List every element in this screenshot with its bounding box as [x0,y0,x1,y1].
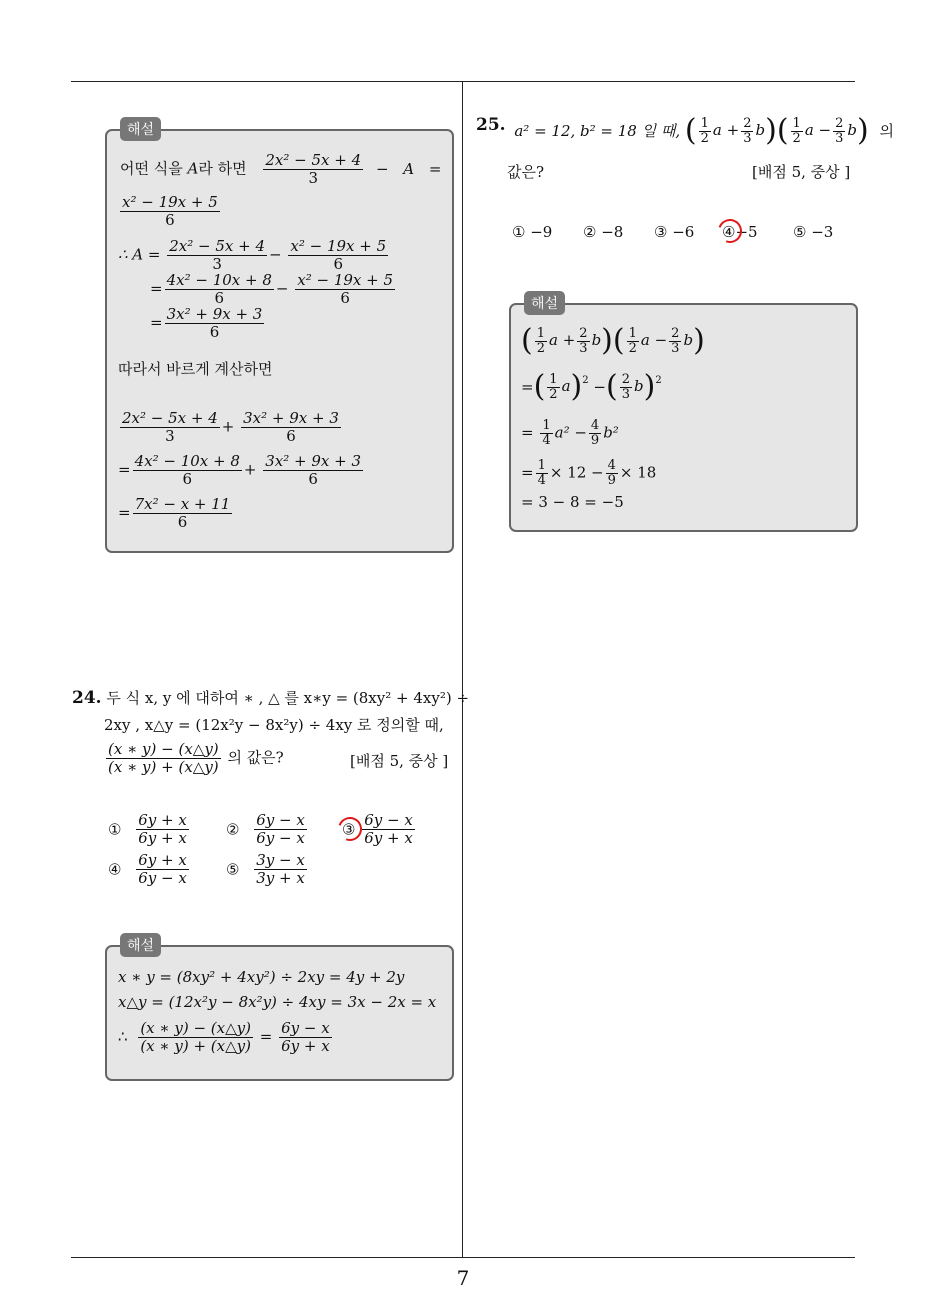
q24-line2: 2xy , x△y = (12x²y − 8x²y) ÷ 4xy 로 정의할 때, [104,716,444,734]
q25-ask: 값은? [507,163,545,181]
q25-explain-tag: 해설 [524,291,565,315]
q24-score: [배점 5, 중상 ] [350,752,449,770]
q24-choice-4[interactable]: ④ $\frac{6y + x}{6y - x}$ [108,851,187,887]
q24-sol-line3: ∴ $\frac{(x ∗ y) - (x\triangle y)}{(x ∗ y) + (x\triangle y)}$ = $\frac{6y - x}{6y + x}$ [118,1019,330,1055]
q23-explain-tag: 해설 [120,117,161,141]
q25-score: [배점 5, 중상 ] [752,163,851,181]
q23-step1: ∴ A = $\frac{\text{2x² − 5x + 4}}{3}$ − $\frac{\text{x² − 19x + 5}}{6}$ [118,237,387,273]
q25-line1: 25. a² = 12, b² = 18 일 때, ( $\frac{1}{2}$ a + $\frac{2}{3}$ b)( $\frac{1}{2}$ a − $\frac{2}{3}$ b) 의 [476,113,894,148]
q25-choice-3[interactable]: ③ −6 [654,223,695,241]
q23-frac-a: $\frac{\text{2x² − 5x + 4}}{3}$ [265,151,362,187]
q23-sum2: = $\frac{\text{4x² − 10x + 8}}{6}$ + $\frac{\text{3x² + 9x + 3}}{6}$ [118,452,362,488]
q25-number: 25. [476,115,506,135]
q23-step3: = $\frac{\text{3x² + 9x + 3}}{6}$ [150,305,263,341]
q24-number: 24. [72,688,102,708]
top-rule [71,81,855,82]
q25-choice-2[interactable]: ② −8 [583,223,624,241]
q23-correct-text: 따라서 바르게 계산하면 [118,360,273,378]
q24-line1: 24. 두 식 x, y 에 대하여 ∗ , △ 를 x∗y = (8xy² + 4xy²) ÷ [72,688,470,708]
q24-choice-3[interactable]: ③ $\frac{6y - x}{6y + x}$ [342,811,413,847]
q25-choice-5[interactable]: ⑤ −3 [793,223,834,241]
q25-sol-line3: = $\frac{1}{4}$ a² − $\frac{4}{9}$ b² [521,418,619,448]
q24-explain-tag: 해설 [120,933,161,957]
column-divider [462,82,463,1258]
q23-step2: = $\frac{\text{4x² − 10x + 8}}{6}$ − $\frac{\text{x² − 19x + 5}}{6}$ [150,271,394,307]
q25-choice-1[interactable]: ① −9 [512,223,553,241]
q24-sol-line1: x ∗ y = (8xy² + 4xy²) ÷ 2xy = 4y + 2y [118,968,405,986]
q23-sum3: = $\frac{\text{7x² − x + 11}}{6}$ [118,495,231,531]
q25-answer-mark [714,215,746,247]
bottom-rule [71,1257,855,1258]
q23-line2: $\frac{\text{x² − 19x + 5}}{6}$ [122,193,218,229]
q24-choice-2[interactable]: ② $\frac{6y - x}{6y - x}$ [226,811,305,847]
q23-sum1: $\frac{\text{2x² − 5x + 4}}{3}$ + $\frac{\text{3x² + 9x + 3}}{6}$ [122,409,339,445]
q25-choice-4[interactable]: ④−5 [722,223,758,241]
q24-choice-5[interactable]: ⑤ $\frac{3y - x}{3y + x}$ [226,851,305,887]
q23-line1: 어떤 식을 A라 하면 $\frac{\text{2x² − 5x + 4}}{3}$ − A = [120,151,442,187]
q24-line3: $\frac{(x ∗ y) - (x\triangle y)}{(x ∗ y) + (x\triangle y)}$ 의 값은? [108,740,284,776]
page-number: 7 [456,1266,470,1290]
q25-sol-line4: = $\frac{1}{4}$ × 12 − $\frac{4}{9}$ × 18 [521,458,657,488]
q24-choice-1[interactable]: ① $\frac{6y + x}{6y + x}$ [108,811,187,847]
q24-sol-line2: x△y = (12x²y − 8x²y) ÷ 4xy = 3x − 2x = x [118,993,437,1011]
q25-sol-line2: =( $\frac{1}{2}$ a)$^2$ −( $\frac{2}{3}$ b)$^2$ [521,369,662,404]
q25-sol-line1: ( $\frac{1}{2}$ a + $\frac{2}{3}$ b)( $\frac{1}{2}$ a − $\frac{2}{3}$ b) [521,323,705,358]
q25-sol-line5: = 3 − 8 = −5 [521,493,624,511]
q24-solution-box [105,945,454,1081]
